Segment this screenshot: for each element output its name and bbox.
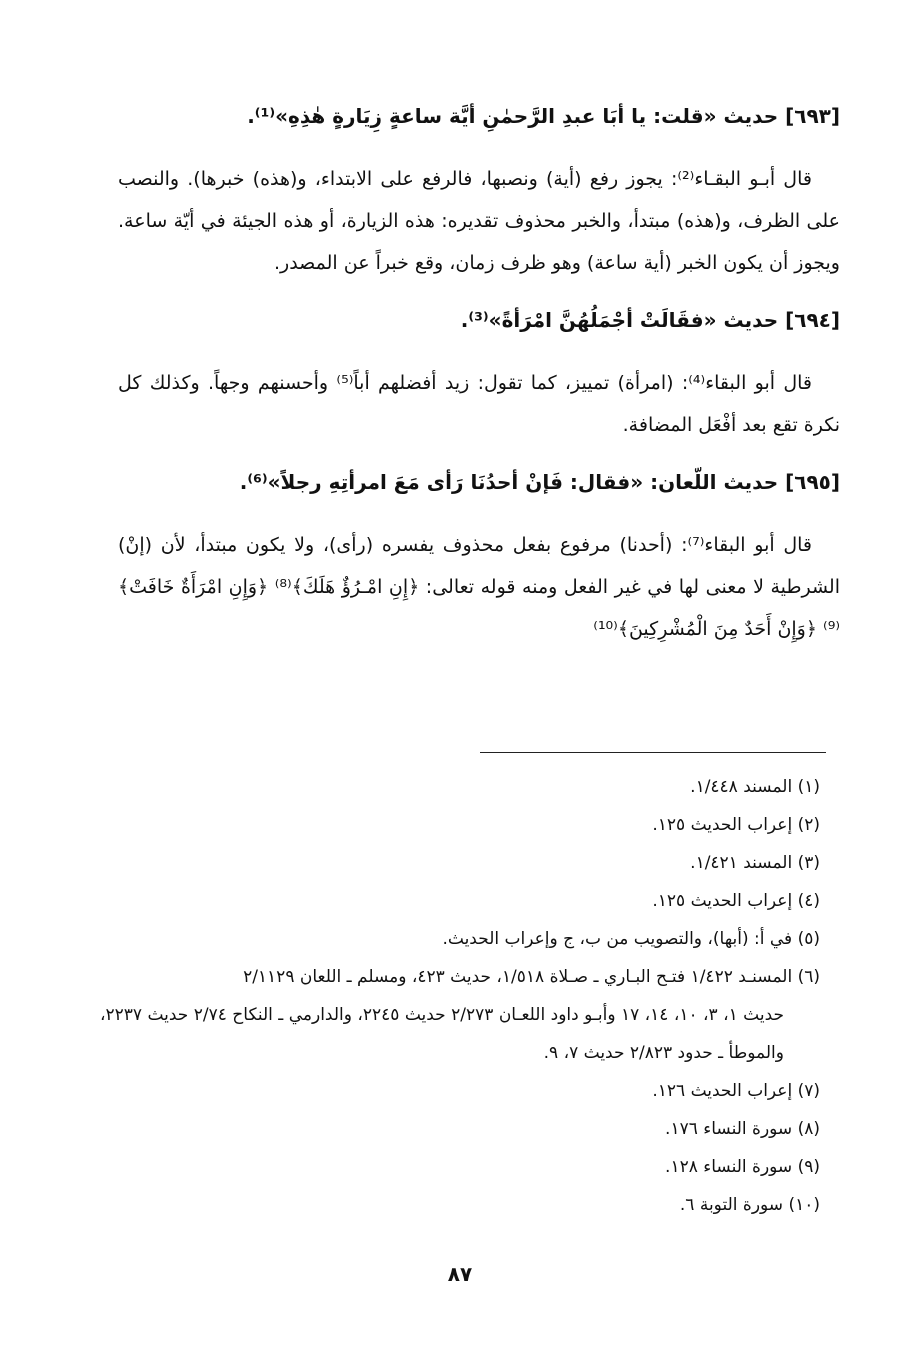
footnote-5: (٥) في أ: (أبها)، والتصويب من ب، ج وإعراب الحديث.	[442, 929, 820, 949]
entry-695-heading: [٦٩٥] حديث اللّعان: «فقال: فَإنْ أحدُنَا رَأى مَعَ امرأتِهِ رجلاً»⁽⁶⁾.	[239, 470, 840, 494]
page-number: ٨٧	[447, 1262, 473, 1286]
footnote-10: (١٠) سورة التوبة ٦.	[679, 1195, 820, 1215]
footnote-3: (٣) المسند ١/٤٢١.	[690, 853, 820, 873]
entry-695-body: قال أبو البقاء⁽⁷⁾: (أحدنا) مرفوع بفعل محذوف يفسره (رأى)، ولا يكون مبتدأ، لأن (إنْ) الشرطية لا معنى لها في غير الفعل ومنه قوله تعالى: ﴿إِنِ امْـرُؤٌ هَلَكَ﴾⁽⁸⁾ ﴿وَإِنِ امْرَأَةٌ خَافَتْ﴾⁽⁹⁾ ﴿وَإِنْ أَحَدٌ مِنَ الْمُشْرِكِينَ﴾⁽¹⁰⁾	[118, 534, 840, 640]
footnote-2: (٢) إعراب الحديث ١٢٥.	[652, 815, 820, 835]
footnotes	[100, 768, 830, 1224]
footnote-1: (١) المسند ١/٤٤٨.	[690, 777, 820, 797]
main-text	[118, 96, 840, 666]
footnote-6-first-line: (٦) المسنـد ١/٤٢٢ فتـح البـاري ـ صـلاة ١/٥١٨، حديث ٤٢٣، ومسلم ـ اللعان ٢/١١٢٩	[243, 967, 820, 987]
entry-694-heading: [٦٩٤] حديث «فقَالَتْ أجْمَلُهُنَّ امْرَأةً»⁽³⁾.	[460, 308, 840, 332]
footnote-8: (٨) سورة النساء ١٧٦.	[665, 1119, 820, 1139]
entry-693-heading: [٦٩٣] حديث «قلت: يا أبَا عبدِ الرَّحمٰنِ أيَّة ساعةٍ زِيَارةٍ هٰذِهِ»⁽¹⁾.	[247, 104, 840, 128]
entry-694-body: قال أبو البقاء⁽⁴⁾: (امرأة) تمييز، كما تقول: زيد أفضلهم أباً⁽⁵⁾ وأحسنهم وجهاً. وكذلك كل نكرة تقع بعد أفْعَل المضافة.	[118, 372, 840, 436]
footnote-7: (٧) إعراب الحديث ١٢٦.	[652, 1081, 820, 1101]
entry-693-body: قال أبـو البقـاء⁽²⁾: يجوز رفع (أية) ونصبها، فالرفع على الابتداء، و(هذه) خبرها). والنصب على الظرف، و(هذه) مبتدأ، والخبر محذوف تقديره: هذه الزيارة، أو هذه الجيئة في أيّة ساعة. ويجوز أن يكون الخبر (أية ساعة) وهو ظرف زمان، وقع خبراً عن المصدر.	[118, 168, 840, 274]
footnote-6	[100, 958, 830, 1072]
footnote-9: (٩) سورة النساء ١٢٨.	[665, 1157, 820, 1177]
footnote-4: (٤) إعراب الحديث ١٢٥.	[652, 891, 820, 911]
footnote-6-continuation: حديث ١، ٣، ١٠، ١٤، ١٧ وأبـو داود اللعـان ٢/٢٧٣ حديث ٢٢٤٥، والدارمي ـ النكاح ٢/٧٤ حديث ٢٢٣٧، والموطأ ـ حدود ٢/٨٢٣ حديث ٧، ٩.	[100, 1005, 785, 1063]
footnote-divider	[480, 752, 826, 753]
